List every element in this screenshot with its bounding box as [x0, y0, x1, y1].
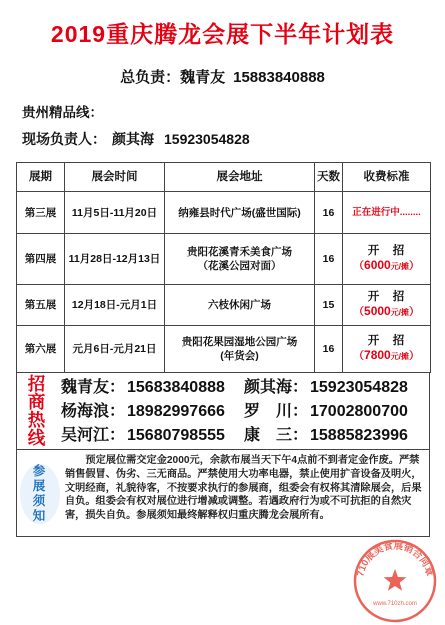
table-row	[17, 285, 431, 326]
status-text: 正在进行中........	[352, 207, 421, 218]
address-cell	[165, 326, 315, 373]
address-cell	[165, 285, 315, 326]
price-unit: 元/摊	[390, 352, 409, 361]
contact-phone: 15885823996	[310, 427, 408, 444]
header-days: 天数	[315, 163, 343, 192]
address-line: （花溪公园对面）	[197, 260, 282, 272]
contact-item	[61, 424, 244, 448]
manager-phone: 15883840888	[233, 69, 325, 86]
onsite-name: 颜其海	[112, 131, 154, 147]
contact-item	[244, 376, 427, 400]
period-cell: 第五展	[17, 285, 65, 326]
price-value: 5000	[364, 304, 391, 318]
header-time: 展会时间	[65, 163, 165, 192]
onsite-phone: 15923054828	[164, 131, 250, 147]
notice-text: 预定展位需交定金2000元，余款布展当天下午4点前不到者定金作废。严禁销售假冒、伪劣、三无商品。严禁使用大功率电器，禁止使用扩音设备及明火，文明经商，礼貌待客，不按要求执行的参展商，组委会有权将其清除展会，后果自负。组委会有权对展位进行增减或调整。若遇政府行为或不可抗拒的自然灾害，损失自负。参展须知最终解释权归重庆腾龙会展所有。	[65, 455, 422, 522]
contact-name: 颜其海：	[244, 379, 309, 396]
general-manager	[0, 68, 445, 88]
contact-item	[244, 400, 427, 424]
notice-label: 参展须知	[32, 464, 46, 523]
fee-cell	[343, 285, 431, 326]
contact-name: 罗 川：	[244, 403, 309, 420]
contact-name: 吴河江：	[61, 427, 126, 444]
time-cell: 12月18日-元月1日	[65, 285, 165, 326]
header-period: 展期	[17, 163, 65, 192]
time-cell: 11月28日-12月13日	[65, 234, 165, 285]
schedule-table	[16, 162, 431, 373]
period-cell: 第四展	[17, 234, 65, 285]
company-seal	[352, 538, 438, 624]
contact-list	[61, 376, 427, 448]
contact-phone: 15923054828	[310, 379, 408, 396]
star-icon	[384, 569, 407, 591]
contact-name: 魏青友：	[61, 379, 126, 396]
contact-name: 康 三：	[244, 427, 309, 444]
days-cell: 15	[315, 285, 343, 326]
contact-item	[61, 400, 244, 424]
table-row	[17, 326, 431, 373]
table-row	[17, 234, 431, 285]
seal-arc-text: 710展美食展销合同章	[355, 540, 435, 578]
contact-phone: 18982997666	[127, 403, 225, 420]
address-cell	[165, 234, 315, 285]
table-row	[17, 192, 431, 234]
period-cell: 第六展	[17, 326, 65, 373]
contact-item	[61, 376, 244, 400]
address-line: 贵阳花果园湿地公园广场	[181, 336, 298, 348]
fee-label: 开 招	[367, 335, 406, 347]
header-address: 展会地址	[165, 163, 315, 192]
manager-label: 总负责：	[120, 69, 181, 86]
fee-price: （5000元/摊）	[353, 304, 420, 318]
contact-phone: 15680798555	[127, 427, 225, 444]
manager-name: 魏青友	[180, 69, 226, 86]
price-unit: 元/摊	[390, 308, 409, 317]
price-unit: 元/摊	[390, 262, 409, 271]
contact-phone: 15683840888	[127, 379, 225, 396]
fee-label: 开 招	[367, 291, 406, 303]
hotline-label: 招商热线	[27, 374, 46, 448]
fee-cell	[343, 192, 431, 234]
route-heading: 贵州精品线：	[22, 105, 103, 120]
fee-cell	[343, 234, 431, 285]
onsite-label: 现场负责人：	[22, 131, 106, 147]
days-cell: 16	[315, 192, 343, 234]
time-cell: 元月6日-元月21日	[65, 326, 165, 373]
address-line: 贵阳花溪青禾美食广场	[187, 246, 292, 258]
fee-price: （7800元/摊）	[353, 348, 420, 362]
time-cell: 11月5日-11月20日	[65, 192, 165, 234]
price-value: 7800	[364, 348, 391, 362]
address-line: 纳雍县时代广场(盛世国际)	[178, 206, 301, 219]
address-cell	[165, 192, 315, 234]
onsite-manager	[22, 130, 250, 148]
fee-label: 开 招	[367, 245, 406, 257]
price-value: 6000	[364, 258, 391, 272]
seal-url: www.710zh.com	[373, 601, 417, 607]
days-cell: 16	[315, 326, 343, 373]
contact-name: 杨海浪：	[61, 403, 126, 420]
days-cell: 16	[315, 234, 343, 285]
contact-item	[244, 424, 427, 448]
address-line: 六枝休闲广场	[208, 299, 271, 311]
header-fee: 收费标准	[343, 163, 431, 192]
contact-phone: 17002800700	[310, 403, 408, 420]
period-cell: 第三展	[17, 192, 65, 234]
page-title: 2019重庆腾龙会展下半年计划表	[50, 21, 395, 47]
notice-section	[16, 450, 430, 537]
fee-cell	[343, 326, 431, 373]
hotline-section	[16, 373, 430, 450]
address-line: (年货会)	[220, 350, 259, 362]
fee-price: （6000元/摊）	[353, 258, 420, 272]
table-header-row	[17, 163, 431, 192]
